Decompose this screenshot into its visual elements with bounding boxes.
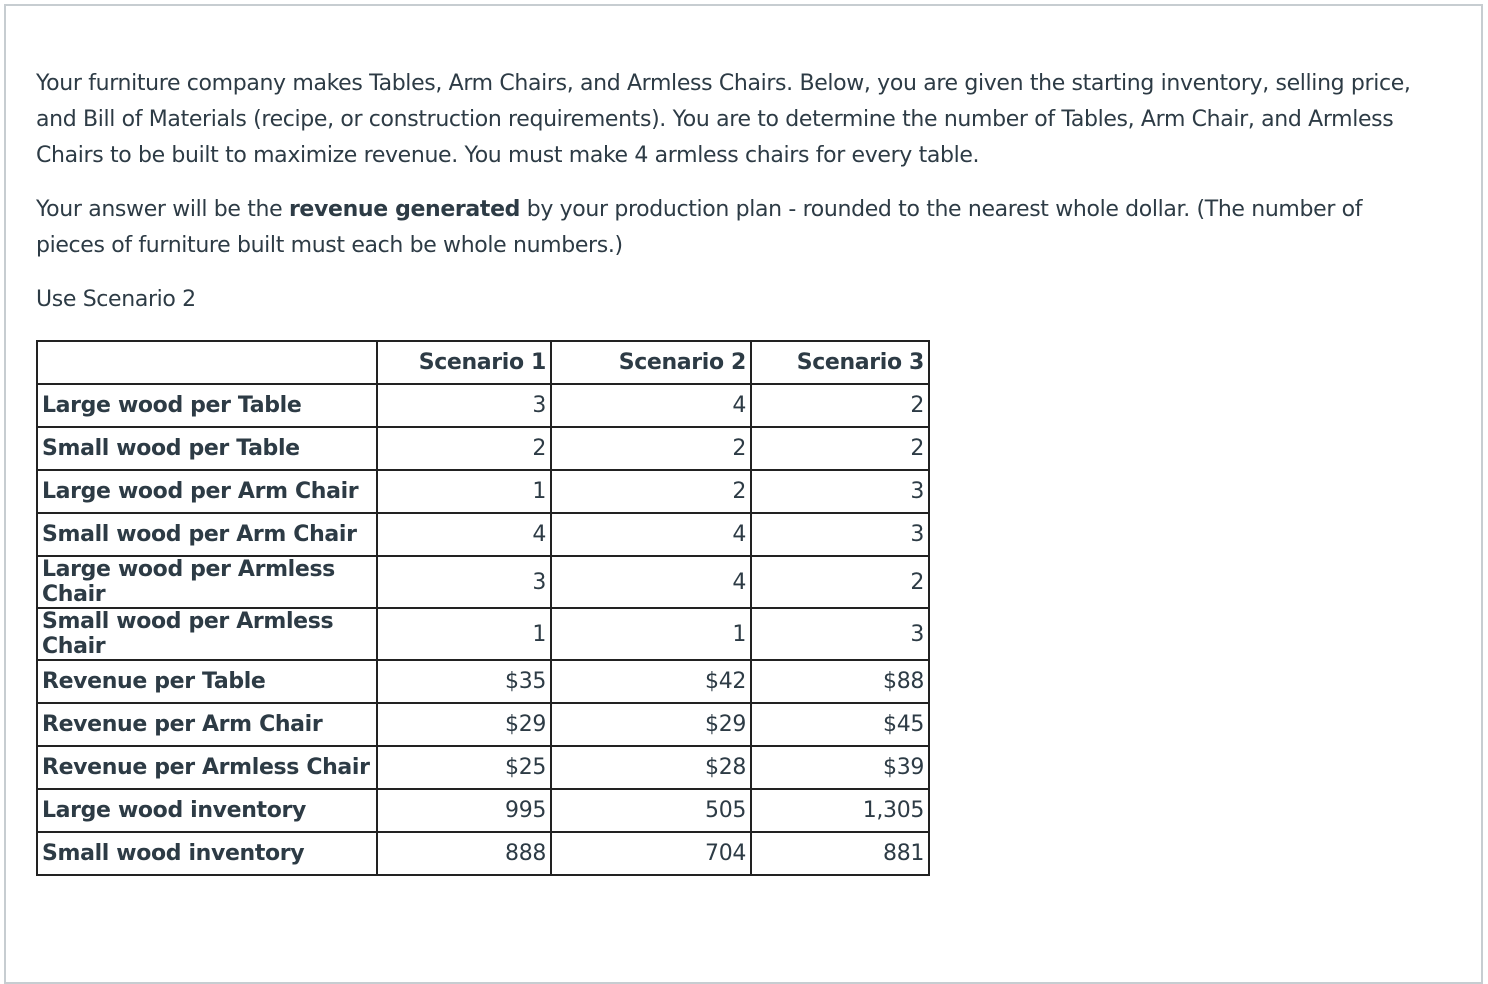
cell-scenario-1: 4: [377, 513, 551, 556]
cell-scenario-2: $29: [551, 703, 751, 746]
cell-scenario-2: $42: [551, 660, 751, 703]
cell-scenario-3: $45: [751, 703, 929, 746]
row-label: Large wood inventory: [37, 789, 377, 832]
table-body: [37, 384, 929, 875]
table-header-scenario-2: Scenario 2: [551, 341, 751, 384]
table-row: [37, 703, 929, 746]
row-label: Revenue per Table: [37, 660, 377, 703]
scenario-instruction: Use Scenario 2: [36, 287, 196, 312]
table-row: [37, 832, 929, 875]
cell-scenario-1: $35: [377, 660, 551, 703]
cell-scenario-1: 1: [377, 608, 551, 660]
table-row: [37, 427, 929, 470]
row-label: Small wood per Arm Chair: [37, 513, 377, 556]
cell-scenario-3: $88: [751, 660, 929, 703]
cell-scenario-3: 2: [751, 556, 929, 608]
answer-text-end: by your production plan - rounded to the nearest whole dollar. (The number of pieces of furniture built must each be whole numbers.): [36, 197, 1363, 258]
cell-scenario-2: $28: [551, 746, 751, 789]
cell-scenario-3: 2: [751, 384, 929, 427]
answer-text-bold: revenue generated: [288, 197, 521, 222]
scenario-table: [36, 340, 930, 876]
row-label: Revenue per Armless Chair: [37, 746, 377, 789]
row-label: Large wood per Table: [37, 384, 377, 427]
cell-scenario-2: 704: [551, 832, 751, 875]
cell-scenario-2: 505: [551, 789, 751, 832]
table-row: [37, 746, 929, 789]
question-paragraph-answer-instructions: [36, 192, 1436, 264]
cell-scenario-2: 1: [551, 608, 751, 660]
cell-scenario-3: 1,305: [751, 789, 929, 832]
cell-scenario-1: 2: [377, 427, 551, 470]
table-row: [37, 470, 929, 513]
cell-scenario-3: 3: [751, 608, 929, 660]
question-paragraph-intro: Your furniture company makes Tables, Arm Chairs, and Armless Chairs. Below, you are given the starting inventory, selling price, and Bill of Materials (recipe, or construction requirements). You are to determine the number of Tables, Arm Chair, and Armless Chairs to be built to maximize revenue. You must make 4 armless chairs for every table.: [36, 71, 1411, 168]
cell-scenario-3: 2: [751, 427, 929, 470]
table-header-blank: [37, 341, 377, 384]
cell-scenario-1: 3: [377, 384, 551, 427]
table-row: [37, 384, 929, 427]
cell-scenario-2: 2: [551, 470, 751, 513]
row-label: Revenue per Arm Chair: [37, 703, 377, 746]
cell-scenario-3: $39: [751, 746, 929, 789]
cell-scenario-2: 2: [551, 427, 751, 470]
table-row: [37, 660, 929, 703]
cell-scenario-1: 3: [377, 556, 551, 608]
cell-scenario-3: 3: [751, 470, 929, 513]
row-label: Large wood per Armless Chair: [37, 556, 377, 608]
table-header-row: [37, 341, 929, 384]
row-label: Large wood per Arm Chair: [37, 470, 377, 513]
table-row: [37, 513, 929, 556]
table-row: [37, 608, 929, 660]
cell-scenario-1: $29: [377, 703, 551, 746]
cell-scenario-1: $25: [377, 746, 551, 789]
table-row: [37, 789, 929, 832]
table-header-scenario-1: Scenario 1: [377, 341, 551, 384]
answer-text-start: Your answer will be the: [36, 197, 289, 222]
cell-scenario-2: 4: [551, 513, 751, 556]
table-header-scenario-3: Scenario 3: [751, 341, 929, 384]
table-row: [37, 556, 929, 608]
cell-scenario-1: 888: [377, 832, 551, 875]
cell-scenario-1: 995: [377, 789, 551, 832]
row-label: Small wood inventory: [37, 832, 377, 875]
question-content: [36, 66, 1436, 876]
cell-scenario-1: 1: [377, 470, 551, 513]
row-label: Small wood per Table: [37, 427, 377, 470]
cell-scenario-3: 881: [751, 832, 929, 875]
row-label: Small wood per Armless Chair: [37, 608, 377, 660]
cell-scenario-2: 4: [551, 384, 751, 427]
cell-scenario-3: 3: [751, 513, 929, 556]
cell-scenario-2: 4: [551, 556, 751, 608]
